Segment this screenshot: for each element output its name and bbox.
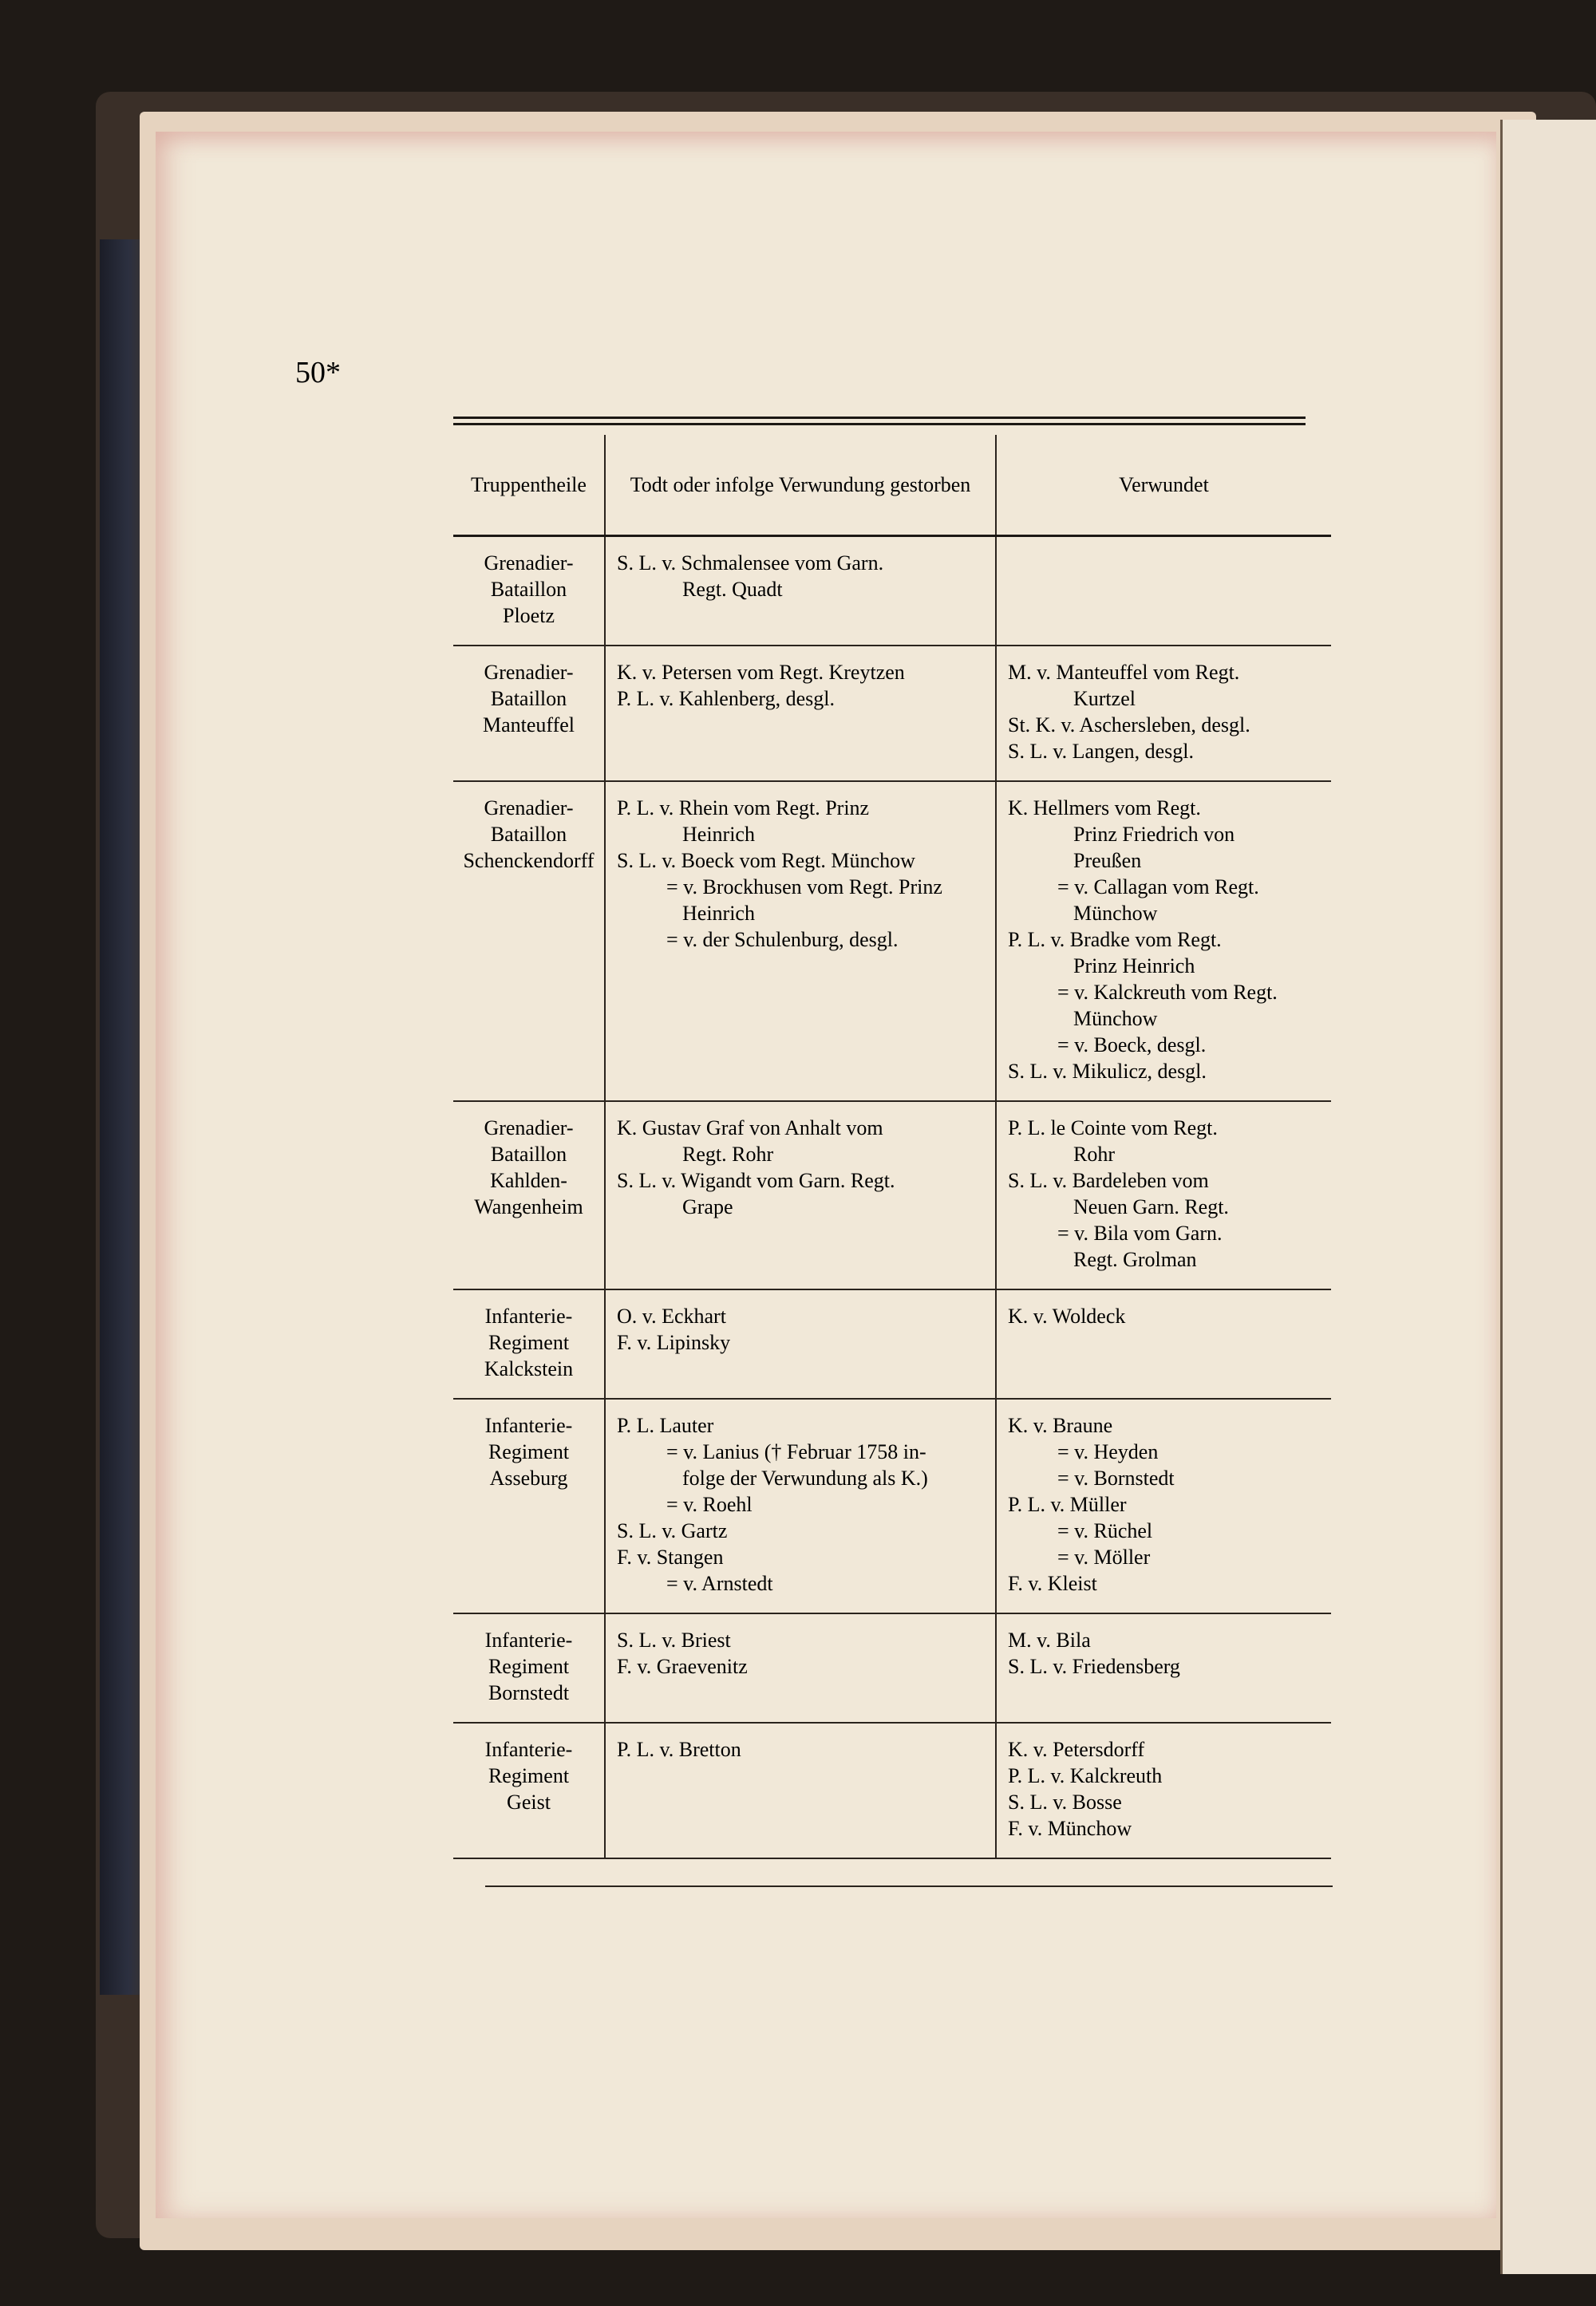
entry-line: Bataillon [490,687,567,710]
unit-cell [453,781,605,1101]
header-units: Truppentheile [453,435,605,536]
entry-line: = v. Lanius († Februar 1758 in- [666,1440,926,1463]
unit-cell [453,1399,605,1613]
table-row [453,1399,1331,1613]
entry-line: Münchow [1073,1007,1158,1030]
entry-line: Grenadier- [484,796,574,819]
entry-line: Regiment [488,1440,570,1463]
entry-line: S. L. v. Mikulicz, desgl. [1008,1060,1207,1083]
entry-line: Infanterie- [484,1414,573,1437]
entry-line: S. L. v. Boeck vom Regt. Münchow [617,849,915,872]
wounded-cell [996,1399,1331,1613]
entry-line: Asseburg [489,1467,568,1490]
entry-line: F. v. Kleist [1008,1572,1097,1595]
entry-line: = v. Boeck, desgl. [1057,1033,1207,1056]
dead-cell [605,536,996,646]
table-row [453,536,1331,646]
entry-line: S. L. v. Friedensberg [1008,1655,1180,1678]
unit-cell [453,1101,605,1289]
entry-line: Grenadier- [484,551,574,575]
entry-line: Prinz Heinrich [1073,954,1195,977]
dead-cell [605,781,996,1101]
entry-line: Infanterie- [484,1629,573,1652]
entry-line: P. L. v. Bradke vom Regt. [1008,928,1222,951]
table-row [453,1101,1331,1289]
entry-line: F. v. Graevenitz [617,1655,748,1678]
wounded-cell [996,536,1331,646]
entry-line: F. v. Münchow [1008,1817,1132,1840]
entry-line: Heinrich [682,902,755,925]
entry-line: Regiment [488,1331,570,1354]
entry-line: S. L. v. Schmalensee vom Garn. [617,551,884,575]
top-rule-2 [453,423,1306,425]
entry-line: = v. Brockhusen vom Regt. Prinz [666,875,942,898]
facing-page-edge [1500,120,1596,2274]
dead-cell [605,1101,996,1289]
casualty-table-wrap [453,435,1331,1859]
table-row [453,1613,1331,1723]
unit-cell [453,646,605,781]
entry-line: Wangenheim [474,1195,583,1218]
header-wounded: Verwundet [996,435,1331,536]
entry-line: P. L. v. Kalckreuth [1008,1764,1163,1787]
entry-line: Ploetz [503,604,555,627]
entry-line: Grenadier- [484,1116,574,1139]
entry-line: F. v. Lipinsky [617,1331,731,1354]
dead-cell [605,1399,996,1613]
bottom-rule [485,1885,1333,1887]
entry-line: = v. Bila vom Garn. [1057,1222,1223,1245]
wounded-cell [996,1289,1331,1399]
entry-line: = v. Bornstedt [1057,1467,1175,1490]
entry-line: Prinz Friedrich von [1073,823,1235,846]
entry-line: St. K. v. Aschersleben, desgl. [1008,713,1250,736]
entry-line: = v. Arnstedt [666,1572,773,1595]
entry-line: Rohr [1073,1143,1115,1166]
table-row [453,1289,1331,1399]
table-row [453,781,1331,1101]
entry-line: S. L. v. Wigandt vom Garn. Regt. [617,1169,895,1192]
entry-line: S. L. v. Gartz [617,1519,728,1542]
entry-line: K. v. Woldeck [1008,1305,1126,1328]
entry-line: S. L. v. Briest [617,1629,731,1652]
entry-line: K. v. Petersen vom Regt. Kreytzen [617,661,905,684]
dead-cell [605,646,996,781]
dead-cell [605,1723,996,1858]
unit-cell [453,1723,605,1858]
casualty-table [453,435,1331,1859]
entry-line: Infanterie- [484,1738,573,1761]
entry-line: = v. Rüchel [1057,1519,1153,1542]
entry-line: Regiment [488,1655,570,1678]
entry-line: folge der Verwundung als K.) [682,1467,928,1490]
unit-cell [453,536,605,646]
top-rule-1 [453,417,1306,419]
entry-line: Bataillon [490,578,567,601]
entry-line: K. v. Braune [1008,1414,1113,1437]
entry-line: = v. Callagan vom Regt. [1057,875,1259,898]
entry-line: Regt. Rohr [682,1143,774,1166]
header-row [453,435,1331,536]
entry-line: Grape [682,1195,733,1218]
entry-line: P. L. v. Rhein vom Regt. Prinz [617,796,870,819]
entry-line: Infanterie- [484,1305,573,1328]
entry-line: Regiment [488,1764,570,1787]
entry-line: Grenadier- [484,661,574,684]
wounded-cell [996,781,1331,1101]
entry-line: = v. Möller [1057,1546,1151,1569]
entry-line: Bataillon [490,1143,567,1166]
wounded-cell [996,1723,1331,1858]
entry-line: Kalckstein [484,1357,574,1380]
entry-line: S. L. v. Langen, desgl. [1008,740,1194,763]
entry-line: P. L. v. Müller [1008,1493,1127,1516]
entry-line: M. v. Bila [1008,1629,1091,1652]
entry-line: = v. der Schulenburg, desgl. [666,928,899,951]
entry-line: Manteuffel [482,713,575,736]
entry-line: Neuen Garn. Regt. [1073,1195,1229,1218]
entry-line: Bornstedt [488,1681,570,1704]
wounded-cell [996,646,1331,781]
unit-cell [453,1613,605,1723]
entry-line: Preußen [1073,849,1142,872]
entry-line: Bataillon [490,823,567,846]
entry-line: K. v. Petersdorff [1008,1738,1145,1761]
page-number: 50* [295,356,341,389]
entry-line: O. v. Eckhart [617,1305,726,1328]
entry-line: P. L. v. Bretton [617,1738,741,1761]
entry-line: Schenckendorff [463,849,595,872]
entry-line: K. Hellmers vom Regt. [1008,796,1201,819]
table-row [453,646,1331,781]
entry-line: S. L. v. Bosse [1008,1791,1122,1814]
entry-line: P. L. v. Kahlenberg, desgl. [617,687,835,710]
entry-line: M. v. Manteuffel vom Regt. [1008,661,1240,684]
header-dead: Todt oder infolge Verwundung gestorben [605,435,996,536]
entry-line: Regt. Grolman [1073,1248,1197,1271]
entry-line: Kurtzel [1073,687,1136,710]
entry-line: Geist [507,1791,551,1814]
entry-line: = v. Kalckreuth vom Regt. [1057,981,1278,1004]
entry-line: K. Gustav Graf von Anhalt vom [617,1116,883,1139]
entry-line: S. L. v. Bardeleben vom [1008,1169,1209,1192]
dead-cell [605,1613,996,1723]
entry-line: Heinrich [682,823,755,846]
unit-cell [453,1289,605,1399]
entry-line: = v. Roehl [666,1493,753,1516]
entry-line: Kahlden- [490,1169,567,1192]
entry-line: Regt. Quadt [682,578,783,601]
entry-line: Münchow [1073,902,1158,925]
dead-cell [605,1289,996,1399]
entry-line: F. v. Stangen [617,1546,724,1569]
table-row [453,1723,1331,1858]
wounded-cell [996,1613,1331,1723]
wounded-cell [996,1101,1331,1289]
entry-line: P. L. Lauter [617,1414,714,1437]
entry-line: P. L. le Cointe vom Regt. [1008,1116,1218,1139]
entry-line: = v. Heyden [1057,1440,1159,1463]
